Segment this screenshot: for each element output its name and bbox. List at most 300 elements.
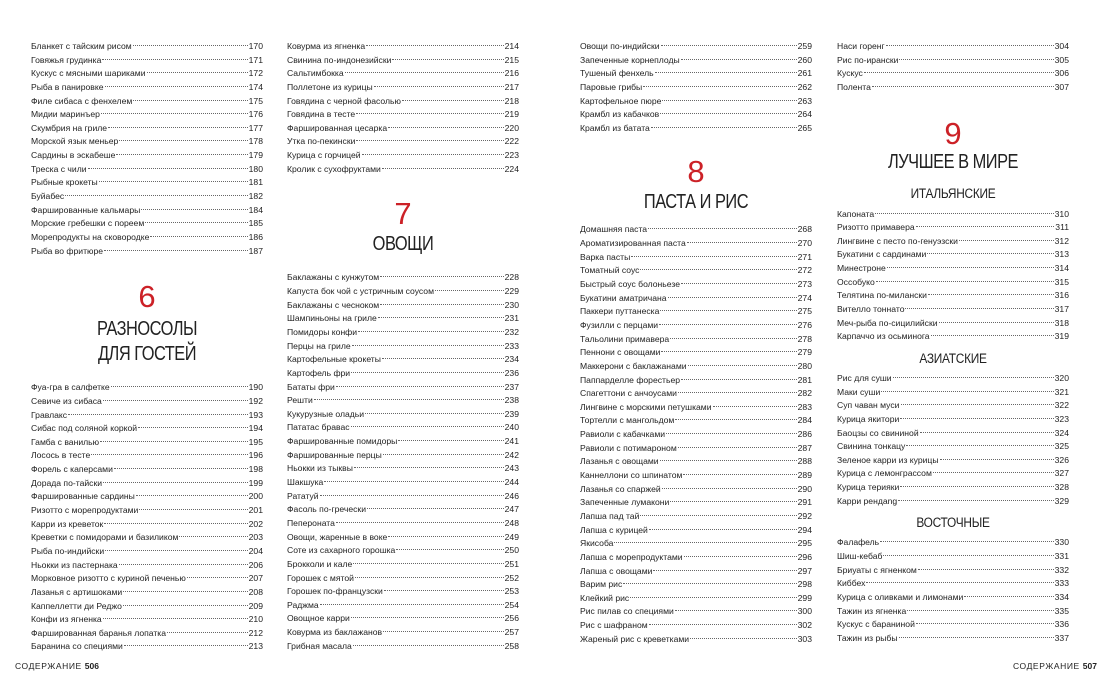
- recipe-name: Баклажаны с чесноком: [287, 299, 380, 310]
- recipe-name: Ньокки из тыквы: [287, 463, 353, 474]
- page-number: 288: [797, 456, 812, 467]
- section-7-heading: [287, 198, 519, 257]
- toc-entry: [31, 477, 263, 491]
- recipe-name: Тушеный фенхель: [580, 68, 654, 79]
- toc-entry: [31, 504, 263, 518]
- toc-entry: [837, 413, 1069, 427]
- dot-leader: [614, 542, 796, 543]
- recipe-name: Суп чаван муси: [837, 400, 900, 411]
- toc-entry: [31, 108, 263, 122]
- dot-leader: [640, 515, 796, 516]
- page-number: 286: [797, 429, 812, 440]
- toc-entry: [837, 372, 1069, 386]
- dot-leader: [167, 632, 248, 633]
- page-number: 282: [797, 388, 812, 399]
- toc-entry: [31, 231, 263, 245]
- toc-list: [580, 40, 812, 135]
- toc-entry: [837, 276, 1069, 290]
- page-number: 506: [84, 661, 99, 671]
- toc-entry: [31, 600, 263, 614]
- page-number: 330: [1054, 537, 1069, 548]
- page-number: 202: [248, 518, 263, 529]
- dot-leader: [899, 637, 1054, 638]
- dot-leader: [435, 290, 504, 291]
- toc-list: [31, 381, 263, 654]
- toc-entry: [287, 421, 519, 435]
- footer-label: СОДЕРЖАНИЕ: [1013, 661, 1080, 671]
- dot-leader: [876, 281, 1054, 282]
- recipe-name: Жареный рис с креветками: [580, 633, 690, 644]
- toc-entry: [837, 577, 1069, 591]
- dot-leader: [351, 617, 504, 618]
- recipe-name: Шампиньоны на гриле: [287, 313, 377, 324]
- page-number: 325: [1054, 441, 1069, 452]
- toc-entry: [837, 317, 1069, 331]
- dot-leader: [398, 440, 503, 441]
- recipe-name: Филе сибаса с фенхелем: [31, 95, 133, 106]
- recipe-name: Маккерони с баклажанами: [580, 360, 687, 371]
- dot-leader: [356, 113, 503, 114]
- recipe-name: Лапша с овощами: [580, 565, 653, 576]
- recipe-name: Треска с чили: [31, 163, 87, 174]
- toc-entry: [837, 221, 1069, 235]
- toc-entry: [287, 408, 519, 422]
- toc-entry: [287, 285, 519, 299]
- recipe-name: Картофель фри: [287, 367, 351, 378]
- page-number: 275: [797, 306, 812, 317]
- page-number: 279: [797, 347, 812, 358]
- recipe-name: Морские гребешки с пореем: [31, 218, 145, 229]
- recipe-name: Маки суши: [837, 386, 881, 397]
- toc-entry: [580, 387, 812, 401]
- dot-leader: [380, 304, 503, 305]
- recipe-name: Бататы фри: [287, 381, 335, 392]
- dot-leader: [893, 377, 1054, 378]
- recipe-name: Тальолини примавера: [580, 333, 670, 344]
- dot-leader: [147, 72, 248, 73]
- page-number: 322: [1054, 400, 1069, 411]
- toc-entry: [837, 467, 1069, 481]
- toc-entry: [31, 436, 263, 450]
- page-number: 175: [248, 95, 263, 106]
- dot-leader: [684, 556, 797, 557]
- recipe-name: Рис для суши: [837, 372, 892, 383]
- recipe-name: Букатини аматричана: [580, 292, 667, 303]
- page-number: 329: [1054, 495, 1069, 506]
- dot-leader: [105, 550, 248, 551]
- dot-leader: [101, 113, 248, 114]
- page-number: 289: [797, 470, 812, 481]
- page-number: 251: [504, 558, 519, 569]
- toc-entry: [837, 81, 1069, 95]
- toc-entry: [31, 449, 263, 463]
- toc-column-1: [31, 40, 263, 654]
- toc-entry: [837, 208, 1069, 222]
- recipe-name: Морковное ризотто с куриной печенью: [31, 573, 186, 584]
- recipe-name: Решти: [287, 395, 313, 406]
- page-number: 187: [248, 245, 263, 256]
- recipe-name: Каннеллони со шпинатом: [580, 470, 683, 481]
- dot-leader: [108, 127, 248, 128]
- dot-leader: [668, 297, 797, 298]
- page-number: 228: [504, 272, 519, 283]
- toc-entry: [287, 135, 519, 149]
- dot-leader: [964, 596, 1053, 597]
- dot-leader: [660, 460, 797, 461]
- dot-leader: [643, 86, 796, 87]
- recipe-name: Бланкет с тайским рисом: [31, 41, 132, 51]
- page-number: 260: [797, 54, 812, 65]
- toc-entry: [580, 278, 812, 292]
- recipe-name: Крамбл из батата: [580, 122, 650, 133]
- page-number: 212: [248, 627, 263, 638]
- page-number: 296: [797, 551, 812, 562]
- recipe-name: Креветки с помидорами и базиликом: [31, 532, 179, 543]
- dot-leader: [623, 583, 796, 584]
- page-footer-left: [15, 661, 99, 671]
- toc-list: [287, 271, 519, 653]
- page-number: 336: [1054, 619, 1069, 630]
- dot-leader: [916, 623, 1054, 624]
- page-number: 332: [1054, 564, 1069, 575]
- page-number: 184: [248, 204, 263, 215]
- toc-entry: [31, 395, 263, 409]
- dot-leader: [384, 590, 504, 591]
- dot-leader: [383, 631, 504, 632]
- recipe-name: Карри из креветок: [31, 518, 104, 529]
- recipe-name: Овощное карри: [287, 613, 350, 624]
- dot-leader: [103, 400, 248, 401]
- page-number: 311: [1055, 222, 1069, 233]
- dot-leader: [358, 331, 504, 332]
- dot-leader: [905, 308, 1053, 309]
- dot-leader: [920, 432, 1054, 433]
- toc-entry: [580, 455, 812, 469]
- recipe-name: Запеченные лумакони: [580, 497, 670, 508]
- page-number: 179: [248, 150, 263, 161]
- page-number: 274: [797, 292, 812, 303]
- page-number: 295: [797, 538, 812, 549]
- dot-leader: [320, 495, 504, 496]
- dot-leader: [916, 226, 1055, 227]
- dot-leader: [670, 338, 796, 339]
- dot-leader: [119, 564, 248, 565]
- recipe-name: Букатини с сардинами: [837, 249, 927, 260]
- toc-entry: [287, 476, 519, 490]
- page-number: 195: [248, 436, 263, 447]
- page-number: 204: [248, 545, 263, 556]
- dot-leader: [382, 358, 504, 359]
- page-number: 335: [1054, 605, 1069, 616]
- dot-leader: [670, 501, 796, 502]
- toc-entry: [287, 40, 519, 54]
- dot-leader: [653, 570, 796, 571]
- page-number: 209: [248, 600, 263, 611]
- toc-entry: [837, 550, 1069, 564]
- page-number: 327: [1054, 468, 1069, 479]
- dot-leader: [660, 113, 796, 114]
- toc-list: [837, 372, 1069, 508]
- page-number: 317: [1054, 304, 1069, 315]
- toc-entry: [287, 531, 519, 545]
- page-number: 170: [248, 41, 263, 51]
- page-number: 303: [797, 633, 812, 644]
- recipe-name: Фаршированная цесарка: [287, 122, 388, 133]
- dot-leader: [345, 72, 504, 73]
- toc-entry: [580, 360, 812, 374]
- toc-entry: [580, 292, 812, 306]
- dot-leader: [116, 154, 247, 155]
- dot-leader: [123, 591, 247, 592]
- recipe-name: Рыба во фритюре: [31, 245, 104, 256]
- recipe-name: Курица с оливками и лимонами: [837, 591, 964, 602]
- page-number: 186: [248, 231, 263, 242]
- page-number: 256: [504, 613, 519, 624]
- dot-leader: [648, 228, 797, 229]
- page-number: 306: [1054, 68, 1069, 79]
- toc-column-2: [287, 40, 519, 653]
- dot-leader: [320, 604, 504, 605]
- toc-entry: [287, 312, 519, 326]
- page-number: 200: [248, 491, 263, 502]
- recipe-name: Рыба по-индийски: [31, 545, 105, 556]
- recipe-name: Фузилли с перцами: [580, 319, 659, 330]
- dot-leader: [907, 610, 1053, 611]
- toc-entry: [31, 81, 263, 95]
- toc-entry: [580, 122, 812, 136]
- page-number: 246: [504, 490, 519, 501]
- recipe-name: Фаршированные сардины: [31, 491, 135, 502]
- page-number: 171: [248, 54, 263, 65]
- dot-leader: [119, 140, 247, 141]
- dot-leader: [678, 392, 797, 393]
- page-number: 244: [504, 477, 519, 488]
- toc-entry: [580, 54, 812, 68]
- page-number: 299: [797, 592, 812, 603]
- toc-entry: [580, 401, 812, 415]
- dot-leader: [927, 253, 1053, 254]
- dot-leader: [659, 324, 797, 325]
- recipe-name: Кролик с сухофруктами: [287, 163, 381, 174]
- toc-entry: [31, 531, 263, 545]
- dot-leader: [365, 413, 504, 414]
- dot-leader: [111, 386, 248, 387]
- page-number: 213: [248, 641, 263, 652]
- recipe-name: Помидоры конфи: [287, 326, 358, 337]
- page-number: 177: [248, 122, 263, 133]
- page-number: 222: [504, 136, 519, 147]
- recipe-name: Рис пилав со специями: [580, 606, 674, 617]
- dot-leader: [651, 127, 797, 128]
- toc-list: [837, 40, 1069, 95]
- dot-leader: [392, 59, 503, 60]
- dot-leader: [114, 468, 248, 469]
- dot-leader: [649, 624, 797, 625]
- dot-leader: [662, 488, 797, 489]
- recipe-name: Кускус с мясными шариками: [31, 68, 146, 79]
- dot-leader: [713, 406, 797, 407]
- dot-leader: [688, 365, 797, 366]
- page-number: 224: [504, 163, 519, 174]
- recipe-name: Перцы на гриле: [287, 340, 351, 351]
- page-number: 252: [504, 572, 519, 583]
- page-number: 203: [248, 532, 263, 543]
- recipe-name: Полента: [837, 81, 871, 92]
- page-number: 320: [1054, 372, 1069, 383]
- toc-entry: [287, 612, 519, 626]
- dot-leader: [91, 454, 247, 455]
- dot-leader: [901, 404, 1054, 405]
- recipe-name: Фалафель: [837, 537, 880, 548]
- recipe-name: Лазанья с артишоками: [31, 586, 123, 597]
- toc-entry: [837, 632, 1069, 646]
- page-number: 324: [1054, 427, 1069, 438]
- dot-leader: [681, 59, 797, 60]
- page-number: 254: [504, 599, 519, 610]
- page-number: 207: [248, 573, 263, 584]
- recipe-name: Спагеттони с анчоусами: [580, 388, 677, 399]
- toc-entry: [580, 346, 812, 360]
- toc-entry: [580, 551, 812, 565]
- dot-leader: [353, 563, 503, 564]
- dot-leader: [880, 541, 1053, 542]
- page-number: 238: [504, 395, 519, 406]
- page-number: 220: [504, 122, 519, 133]
- dot-leader: [875, 213, 1053, 214]
- dot-leader: [187, 577, 248, 578]
- section-title: ДЛЯ ГОСТЕЙ: [97, 343, 197, 366]
- page-number: 258: [504, 640, 519, 651]
- page-number: 210: [248, 614, 263, 625]
- recipe-name: Зеленое карри из курицы: [837, 454, 939, 465]
- dot-leader: [103, 618, 248, 619]
- toc-entry: [287, 640, 519, 654]
- toc-list: [31, 40, 263, 258]
- toc-entry: [31, 422, 263, 436]
- dot-leader: [136, 495, 248, 496]
- dot-leader: [366, 45, 504, 46]
- recipe-name: Пепероната: [287, 517, 335, 528]
- recipe-name: Ризотто с морепродуктами: [31, 505, 139, 516]
- recipe-name: Лапша с морепродуктами: [580, 551, 683, 562]
- section-number: 7: [394, 196, 412, 232]
- toc-entry: [837, 536, 1069, 550]
- dot-leader: [133, 45, 248, 46]
- page-number: 310: [1054, 208, 1069, 219]
- dot-leader: [396, 549, 503, 550]
- subsection-heading-eastern: ВОСТОЧНЫЕ: [916, 515, 990, 531]
- recipe-name: Кускус: [837, 68, 863, 79]
- dot-leader: [402, 100, 504, 101]
- page-number: 297: [797, 565, 812, 576]
- toc-entry: [287, 599, 519, 613]
- toc-entry: [31, 381, 263, 395]
- dot-leader: [933, 472, 1054, 473]
- dot-leader: [388, 127, 504, 128]
- toc-entry: [287, 353, 519, 367]
- recipe-name: Соте из сахарного горошка: [287, 545, 396, 556]
- page-number: 307: [1054, 81, 1069, 92]
- dot-leader: [105, 86, 248, 87]
- dot-leader: [940, 459, 1054, 460]
- toc-entry: [287, 585, 519, 599]
- toc-list: [837, 208, 1069, 344]
- toc-entry: [580, 469, 812, 483]
- toc-entry: [580, 592, 812, 606]
- recipe-name: Рыба в панировке: [31, 81, 104, 92]
- recipe-name: Курица с горчицей: [287, 150, 361, 161]
- section-number: 6: [138, 279, 156, 315]
- dot-leader: [683, 474, 796, 475]
- page-number: 199: [248, 477, 263, 488]
- page-number: 219: [504, 109, 519, 120]
- dot-leader: [138, 427, 248, 428]
- toc-entry: [31, 640, 263, 654]
- dot-leader: [139, 509, 247, 510]
- section-number: 9: [944, 115, 962, 151]
- recipe-name: Лингвине с морскими петушками: [580, 401, 712, 412]
- page-number: 194: [248, 423, 263, 434]
- page-number: 250: [504, 545, 519, 556]
- recipe-name: Капоната: [837, 208, 875, 219]
- dot-leader: [675, 610, 797, 611]
- toc-entry: [31, 95, 263, 109]
- dot-leader: [687, 242, 797, 243]
- page-number: 214: [504, 41, 519, 51]
- recipe-name: Скумбрия на гриле: [31, 122, 108, 133]
- toc-entry: [580, 67, 812, 81]
- toc-entry: [31, 163, 263, 177]
- page-number: 218: [504, 95, 519, 106]
- recipe-name: Ньокки из пастернака: [31, 559, 118, 570]
- recipe-name: Утка по-пекински: [287, 136, 356, 147]
- recipe-name: Паровые грибы: [580, 81, 643, 92]
- recipe-name: Крамбл из кабачков: [580, 109, 660, 120]
- toc-entry: [287, 54, 519, 68]
- toc-entry: [837, 495, 1069, 509]
- recipe-name: Якисоба: [580, 538, 614, 549]
- recipe-name: Шакшука: [287, 477, 324, 488]
- recipe-name: Баклажаны с кунжутом: [287, 272, 380, 283]
- toc-entry: [580, 524, 812, 538]
- recipe-name: Картофельные крокеты: [287, 354, 381, 365]
- dot-leader: [378, 317, 504, 318]
- recipe-name: Гравлакс: [31, 409, 68, 420]
- toc-entry: [31, 122, 263, 136]
- toc-entry: [580, 319, 812, 333]
- toc-entry: [837, 248, 1069, 262]
- dot-leader: [866, 582, 1053, 583]
- recipe-name: Карри рендang: [837, 495, 898, 506]
- page-number: 284: [797, 415, 812, 426]
- page-number: 176: [248, 109, 263, 120]
- toc-entry: [31, 490, 263, 504]
- dot-leader: [314, 399, 504, 400]
- toc-column-3: [580, 40, 812, 646]
- toc-entry: [837, 440, 1069, 454]
- dot-leader: [660, 310, 796, 311]
- recipe-name: Овощи по-индийски: [580, 41, 660, 51]
- recipe-name: Домашняя паста: [580, 224, 648, 235]
- page-number: 216: [504, 68, 519, 79]
- page-number: 208: [248, 586, 263, 597]
- page-number: 233: [504, 340, 519, 351]
- toc-entry: [580, 496, 812, 510]
- recipe-name: Курица терияки: [837, 482, 900, 493]
- toc-entry: [837, 591, 1069, 605]
- recipe-name: Кукурузные оладьи: [287, 408, 365, 419]
- toc-entry: [287, 626, 519, 640]
